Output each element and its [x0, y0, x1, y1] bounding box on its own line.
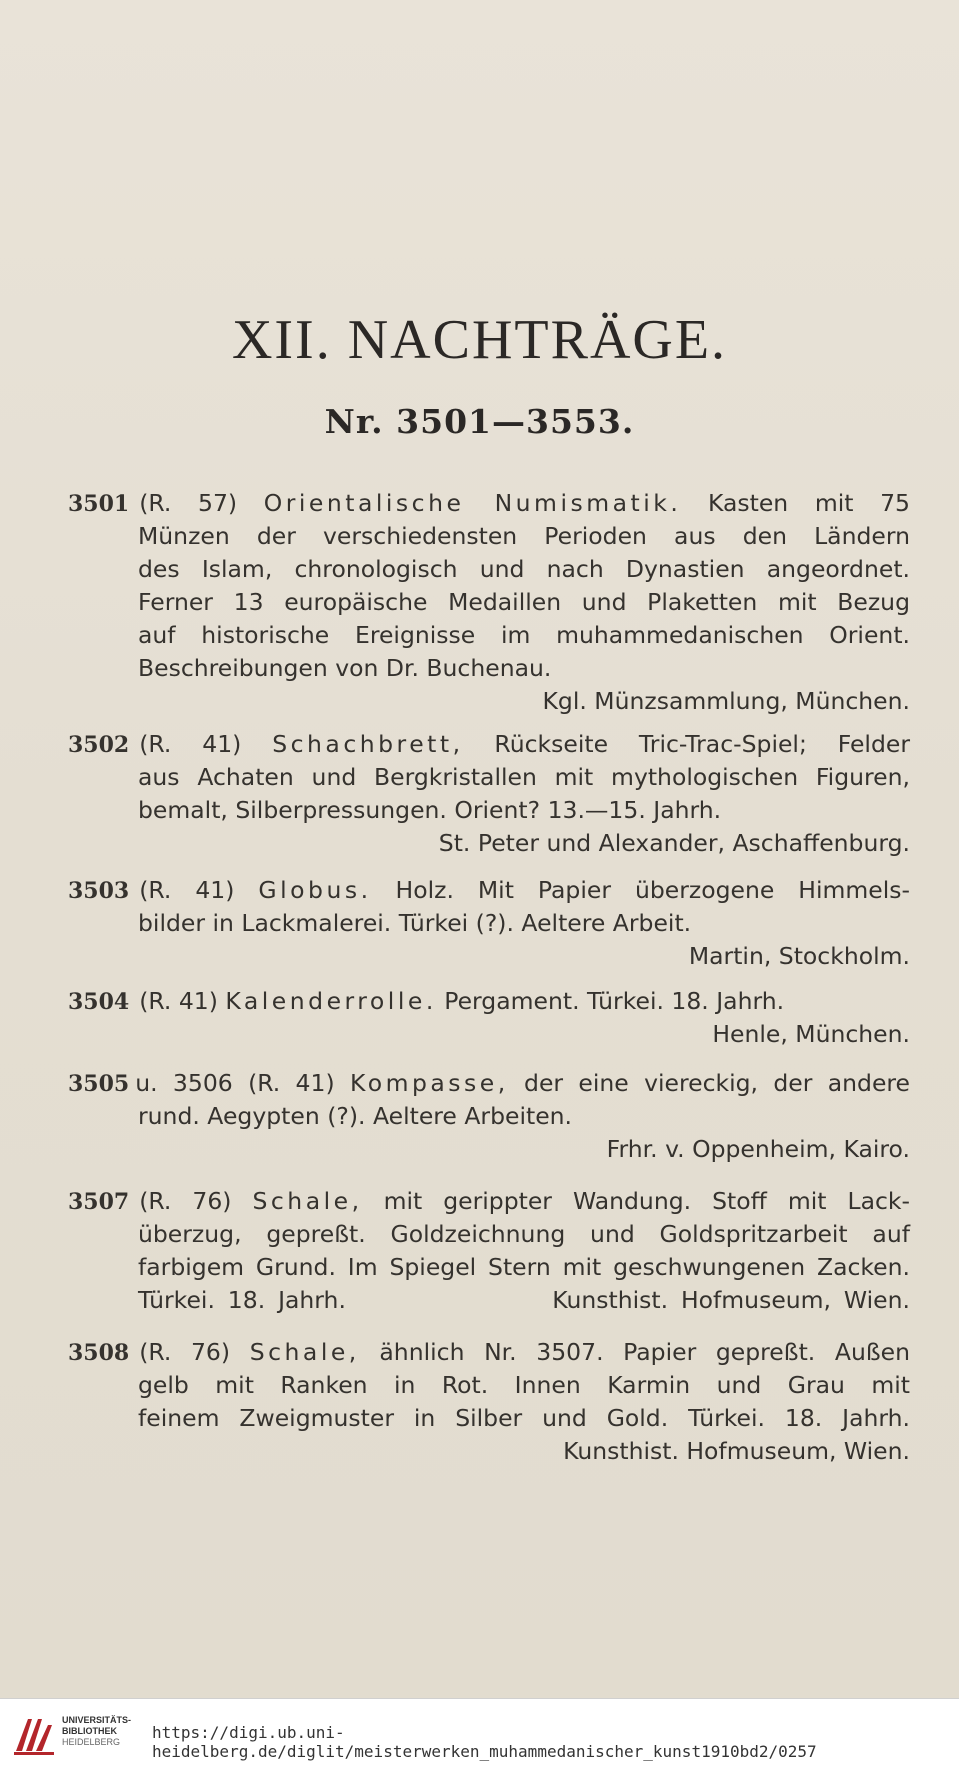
entry-owner: Henle, München. [712, 1020, 910, 1048]
entry-line: Beschreibungen von Dr. Buchenau. [138, 654, 552, 682]
section-title: XII. NACHTRÄGE. [231, 309, 728, 371]
library-name: UNIVERSITÄTS- BIBLIOTHEK HEIDELBERG [62, 1715, 132, 1747]
catalog-entry-3501 [68, 487, 910, 718]
number-range: Nr. 3501—3553. [324, 402, 635, 441]
entry-object-name: Orientalische Numismatik. [263, 489, 682, 517]
entry-line: 3501 (R. 57) Orientalische Numismatik. Kasten mit 75 [68, 489, 911, 517]
catalog-entry-3502 [68, 728, 910, 860]
entry-number: 3504 [68, 989, 130, 1015]
entry-owner: Martin, Stockholm. [688, 942, 910, 970]
entry-line: bemalt, Silberpressungen. Orient? 13.—15. Jahrh. [138, 796, 722, 824]
entry-number: 3502 [68, 732, 130, 758]
entry-line: des Islam, chronologisch und nach Dynastien angeordnet. [138, 555, 910, 583]
entry-line: Türkei. 18. Jahrh. Kunsthist. Hofmuseum, Wien. [138, 1286, 910, 1314]
entry-owner: Kunsthist. Hofmuseum, Wien. [563, 1437, 910, 1465]
entry-line: aus Achaten und Bergkristallen mit mythologischen Figuren, [138, 763, 910, 791]
catalog-entry-3503 [68, 874, 910, 973]
entry-line: Ferner 13 europäische Medaillen und Plaketten mit Bezug [138, 588, 910, 616]
university-library-logo-icon [10, 1711, 58, 1759]
entry-line: rund. Aegypten (?). Aeltere Arbeiten. [138, 1102, 573, 1130]
catalog-entry-3508 [68, 1336, 910, 1468]
entry-line: überzug, gepreßt. Goldzeichnung und Goldspritzarbeit auf [138, 1220, 910, 1248]
entry-line: Münzen der verschiedensten Perioden aus den Ländern [138, 522, 910, 550]
entry-object-name: Schachbrett, [272, 730, 464, 758]
catalog-entry-3504 [68, 985, 910, 1051]
entry-line: 3503 (R. 41) Globus. Holz. Mit Papier überzogene Himmels- [68, 876, 911, 904]
entry-number: 3508 [68, 1340, 130, 1366]
entry-number: 3503 [68, 878, 130, 904]
entry-line: 3508 (R. 76) Schale, ähnlich Nr. 3507. Papier gepreßt. Außen [68, 1338, 910, 1366]
catalog-entry-3505 [68, 1067, 910, 1166]
entry-owner: Kgl. Münzsammlung, München. [542, 687, 910, 715]
entry-line: auf historische Ereignisse im muhammedanischen Orient. [138, 621, 910, 649]
entry-owner: Frhr. v. Oppenheim, Kairo. [606, 1135, 910, 1163]
entry-line: farbigem Grund. Im Spiegel Stern mit geschwungenen Zacken. [138, 1253, 910, 1281]
entry-line: 3505 u. 3506 (R. 41) Kompasse, der eine viereckig, der andere [68, 1069, 911, 1097]
entry-object-name: Schale, [249, 1338, 360, 1366]
source-url-link[interactable]: https://digi.ub.uni-heidelberg.de/diglit/meisterwerken_muhammedanischer_kunst1910bd2/0257 [152, 1723, 817, 1761]
entry-object-name: Kalenderrolle. [225, 987, 437, 1015]
entry-object-name: Globus. [258, 876, 372, 904]
entry-object-name: Kompasse, [349, 1069, 509, 1097]
catalog-entry-3507 [68, 1185, 910, 1317]
entry-line: 3502 (R. 41) Schachbrett, Rückseite Tric-Trac-Spiel; Felder [68, 730, 911, 758]
entry-owner: St. Peter und Alexander, Aschaffenburg. [438, 829, 910, 857]
entry-line: 3504 (R. 41) Kalenderrolle. Pergament. Türkei. 18. Jahrh. [68, 987, 785, 1015]
entry-number: 3505 [68, 1071, 130, 1097]
entry-line: bilder in Lackmalerei. Türkei (?). Aeltere Arbeit. [138, 909, 692, 937]
entry-number: 3501 [68, 491, 130, 517]
digitization-footer [0, 1698, 959, 1769]
entry-number: 3507 [68, 1189, 130, 1215]
entry-object-name: Schale, [252, 1187, 363, 1215]
entry-line: 3507 (R. 76) Schale, mit gerippter Wandung. Stoff mit Lack- [68, 1187, 910, 1215]
entry-line: feinem Zweigmuster in Silber und Gold. Türkei. 18. Jahrh. [138, 1404, 910, 1432]
entry-line: gelb mit Ranken in Rot. Innen Karmin und Grau mit [138, 1371, 910, 1399]
